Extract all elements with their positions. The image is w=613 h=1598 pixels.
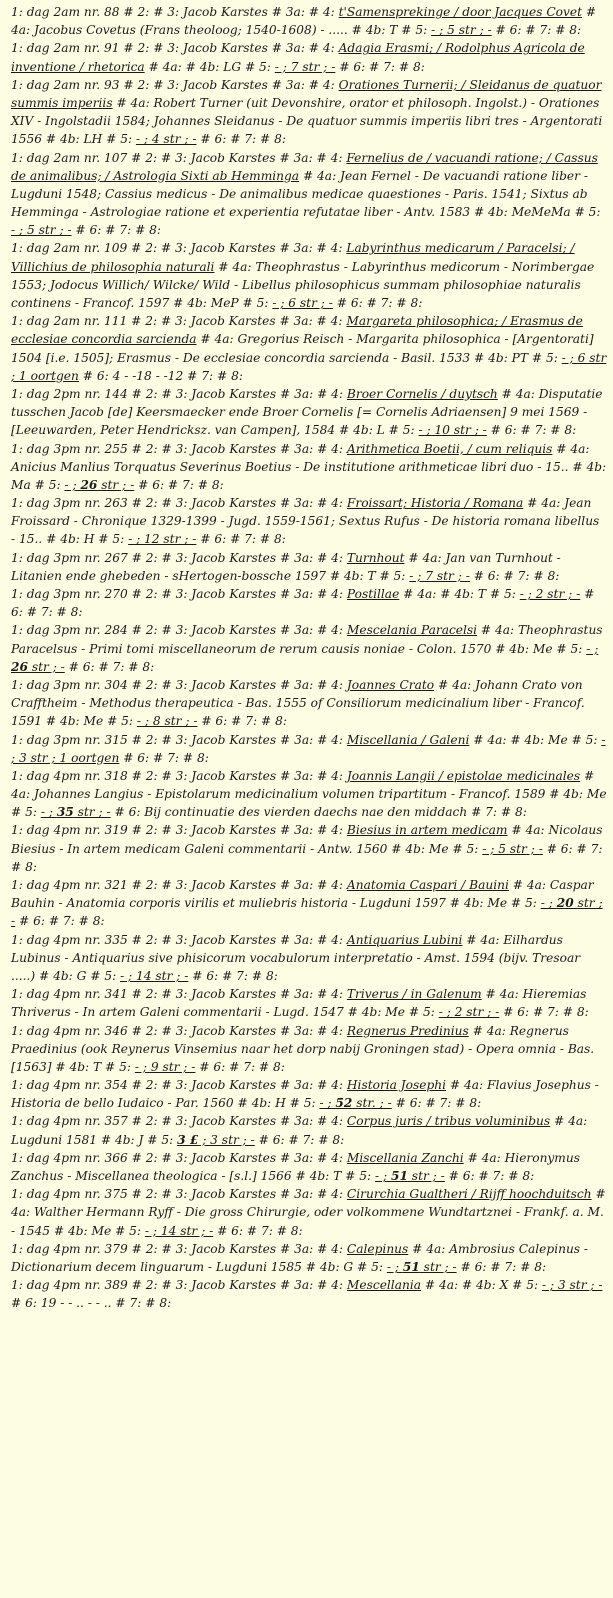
entry-head: 1: dag 3pm nr. 267 # 2: # 3: Jacob Karstes # 3a: # 4:: [11, 550, 347, 565]
entry-tail: # 6: 4 - -18 - -12 # 7: # 8:: [78, 368, 243, 383]
list-item: [11, 1022, 607, 1077]
entry-price: - ; 3 str ; 1 oortgen: [11, 732, 606, 765]
entry-price: - ;: [586, 641, 599, 656]
entry-head: 1: dag 4pm nr. 321 # 2: # 3: Jacob Karstes # 3a: # 4:: [11, 878, 347, 892]
entry-description: # 4a: Disputatie tusschen Jacob [de] Keersmaecker ende Broer Cornelis [= Cornelis Adriaensen] 9 mei 1569 - [Leeuwarden, Peter Hendricksz. van Campen], 1584 # 4b: L # 5:: [11, 386, 603, 438]
entry-title: Turnhout: [346, 550, 405, 565]
entry-price: - ;: [540, 896, 557, 911]
entry-head: 1: dag 2am nr. 88 # 2: # 3: Jacob Karstes # 3a: # 4:: [11, 5, 339, 19]
entry-tail: # 6: # 7: # 8:: [134, 477, 224, 492]
entry-tail: # 6: # 7: # 8:: [15, 914, 105, 929]
entry-head: 1: dag 4pm nr. 319 # 2: # 3: Jacob Karstes # 3a: # 4:: [11, 823, 347, 838]
entry-tail: # 6: # 7: # 8:: [64, 659, 155, 674]
entry-price: - ; 4 str ; -: [135, 132, 197, 147]
entry-title: Miscellania Zanchi: [346, 1150, 464, 1165]
entry-title: Anatomia Caspari / Bauini: [346, 878, 509, 892]
entry-tail: # 6: # 7: # 8:: [213, 1223, 303, 1238]
entry-price-bold: 52: [335, 1096, 353, 1111]
list-item: [11, 731, 607, 767]
entry-description: # 4a: Gregorius Reisch - Margarita philosophica - [Argentorati] 1504 [i.e. 1505]; Erasmus - De ecclesiae concordia sarcienda - Basil. 1533 # 4b: PT # 5:: [11, 332, 594, 365]
entry-title: Joannes Crato: [346, 677, 435, 692]
entry-head: 1: dag 2am nr. 91 # 2: # 3: Jacob Karstes # 3a: # 4:: [11, 41, 339, 56]
entry-price-rest: str ; -: [27, 659, 65, 674]
list-item: [11, 585, 607, 621]
entry-price: - ; 5 str ; -: [482, 841, 543, 856]
entry-title: Broer Cornelis / duytsch: [346, 386, 498, 401]
entry-head: 1: dag 4pm nr. 354 # 2: # 3: Jacob Karstes # 3a: # 4:: [11, 1078, 347, 1093]
entry-title: Orationes Turnerii; / Sleidanus de quatuor summis imperiis: [11, 77, 602, 110]
entry-description: # 4a: Theophrastus Paracelsus - Primi tomi miscellaneorum de rerum causis noniae - Colon. 1570 # 4b: Me # 5:: [11, 623, 603, 656]
entry-description: # 4a: # 4b: LG # 5:: [144, 59, 275, 74]
entry-tail: # 6: # 7: # 8:: [491, 23, 582, 38]
entry-description: # 4a: Nicolaus Biesius - In artem medicam Galeni commentarii - Antw. 1560 # 4b: Me # 5:: [11, 823, 603, 856]
entry-title: Adagia Erasmi; / Rodolphus Agricola de inventione / rhetorica: [11, 41, 585, 74]
entry-head: 1: dag 2am nr. 111 # 2: # 3: Jacob Karstes # 3a: # 4:: [11, 314, 347, 329]
entry-price-bold: 35: [56, 805, 74, 820]
entry-head: 1: dag 2am nr. 93 # 2: # 3: Jacob Karstes # 3a: # 4:: [11, 77, 339, 92]
entry-price-bold: 3 £: [177, 1132, 199, 1147]
entry-description: # 4a: Robert Turner (uit Devonshire, orator et philosoph. Ingolst.) - Orationes XIV - Ingolstadii 1584; Johannes Sleidanus - De quatuor summis imperiis libri tres - Argentorati 1556 # 4b: LH # 5:: [11, 95, 603, 147]
entry-price-bold: 26: [80, 477, 98, 492]
entry-title: Mescelania Paracelsi: [346, 623, 478, 638]
entry-title: Biesius in artem medicam: [346, 823, 508, 838]
entry-price: - ; 14 str ; -: [120, 968, 189, 983]
entry-price-bold: 51: [402, 1259, 420, 1274]
list-item: [11, 985, 607, 1021]
entry-price: - ; 2 str ; -: [519, 587, 581, 601]
entry-price: - ; 7 str ; -: [274, 59, 336, 74]
entry-title: Arithmetica Boetii, / cum reliquis: [346, 441, 553, 456]
entry-head: 1: dag 3pm nr. 263 # 2: # 3: Jacob Karstes # 3a: # 4:: [11, 496, 347, 511]
list-item: [11, 876, 607, 931]
entry-price-bold: 51: [390, 1169, 408, 1183]
entry-tail: # 6: # 7: # 8:: [119, 750, 209, 765]
entry-head: 1: dag 4pm nr. 341 # 2: # 3: Jacob Karstes # 3a: # 4:: [11, 987, 347, 1002]
entry-price: - ; 14 str ; -: [144, 1223, 214, 1238]
list-item: [11, 239, 607, 312]
entry-price-rest: str ; -: [407, 1169, 445, 1183]
list-item: [11, 676, 607, 731]
entry-tail: # 6: # 7: # 8:: [197, 714, 287, 729]
list-item: [11, 767, 607, 822]
entry-price-rest: ; 3 str ; -: [198, 1132, 255, 1147]
entry-price-rest: str ; -: [73, 805, 111, 820]
entry-tail: # 6: # 7: # 8:: [456, 1259, 547, 1274]
entry-title: Joannis Langii / epistolae medicinales: [346, 768, 581, 783]
entry-title: Antiquarius Lubini: [346, 932, 463, 947]
entry-price: - ;: [64, 477, 81, 492]
list-item: [11, 1185, 607, 1240]
entry-head: 1: dag 2am nr. 107 # 2: # 3: Jacob Karstes # 3a: # 4:: [11, 150, 347, 165]
entry-description: # 4a: Jan van Turnhout - Litanien ende ghebeden - sHertogen-bossche 1597 # 4b: T # 5:: [11, 550, 561, 583]
list-item: [11, 1240, 607, 1276]
entry-head: 1: dag 3pm nr. 304 # 2: # 3: Jacob Karstes # 3a: # 4:: [11, 677, 347, 692]
list-item: [11, 76, 607, 149]
entry-price: - ; 10 str ; -: [418, 423, 487, 438]
list-item: [11, 39, 607, 75]
entry-head: 1: dag 3pm nr. 284 # 2: # 3: Jacob Karstes # 3a: # 4:: [11, 623, 347, 638]
entry-tail: # 6: # 7: # 8:: [71, 223, 162, 238]
entry-tail: # 6: # 7: # 8:: [335, 59, 425, 74]
list-item: [11, 1276, 607, 1312]
entry-tail: # 6: # 7: # 8:: [11, 587, 595, 620]
entry-price: - ;: [386, 1259, 403, 1274]
entry-description: # 4a: Regnerus Praedinius (ook Reynerus Vinsemius naar het dorp nabij Groningen stad) - Opera omnia - Bas. [1563] # 4b: T # 5:: [11, 1023, 595, 1074]
list-item: [11, 385, 607, 440]
entry-title: Margareta philosophica; / Erasmus de ecclesiae concordia sarcienda: [11, 314, 583, 347]
list-item: [11, 621, 607, 676]
entry-title: Historia Josephi: [346, 1078, 447, 1093]
entry-tail: # 6: # 7: # 8:: [196, 532, 286, 547]
entry-head: 1: dag 4pm nr. 357 # 2: # 3: Jacob Karstes # 3a: # 4:: [11, 1114, 347, 1129]
entry-price: - ; 12 str ; -: [128, 532, 197, 547]
entry-head: 1: dag 3pm nr. 255 # 2: # 3: Jacob Karstes # 3a: # 4:: [11, 441, 347, 456]
entry-description: # 4a: Theophrastus - Labyrinthus medicorum - Norimbergae 1553; Jodocus Willich/ Wilcke/ Wild - Libellus philosophicus summam philosophiae naturalis continens - Francof. 1597 # 4b: MeP # 5:: [11, 259, 595, 310]
entry-tail: # 6: # 7: # 8:: [254, 1132, 345, 1147]
entry-price: - ;: [319, 1096, 336, 1111]
entry-head: 1: dag 2pm nr. 144 # 2: # 3: Jacob Karstes # 3a: # 4:: [11, 386, 347, 401]
list-item: [11, 312, 607, 385]
entry-description: # 4a: # 4b: T # 5:: [399, 587, 520, 601]
entry-description: # 4a: Jacobus Covetus (Frans theoloog; 1540-1608) - ..... # 4b: T # 5:: [11, 5, 597, 38]
entry-price: - ; 7 str ; -: [409, 568, 470, 583]
list-item: [11, 149, 607, 240]
entry-description: # 4a: Jean Fernel - De vacuandi ratione liber - Lugduni 1548; Cassius medicus - De animalibus medicae quaestiones - Paris. 1541; Sixtus ab Hemminga - Astrologiae ratione et experientia refutatae liber - Antv. 1583 # 4b: MeMeMa # 5:: [11, 168, 601, 220]
entry-price: - ; 5 str ; -: [11, 223, 72, 238]
list-item: [11, 931, 607, 986]
entry-price: - ; 6 str ; 1 oortgen: [11, 350, 607, 383]
entry-head: 1: dag 2am nr. 109 # 2: # 3: Jacob Karstes # 3a: # 4:: [11, 241, 347, 256]
entry-head: 1: dag 4pm nr. 366 # 2: # 3: Jacob Karstes # 3a: # 4:: [11, 1150, 347, 1165]
entry-title: Labyrinthus medicarum / Paracelsi; / Villichius de philosophia naturali: [11, 241, 575, 274]
entry-price-rest: str ; -: [11, 896, 603, 929]
entry-head: 1: dag 4pm nr. 335 # 2: # 3: Jacob Karstes # 3a: # 4:: [11, 932, 347, 947]
entry-price-bold: 26: [11, 659, 28, 674]
entry-description: # 4a: Anicius Manlius Torquatus Severinus Boetius - De institutione arithmeticae libri duo - 15.. # 4b: Ma # 5:: [11, 441, 607, 492]
entry-tail: # 6: 19 - - .. - - .. # 7: # 8:: [11, 1296, 172, 1311]
list-item: [11, 1112, 607, 1148]
list-item: [11, 1076, 607, 1112]
entry-title: Corpus juris / tribus voluminibus: [346, 1114, 551, 1129]
entry-title: Mescellania: [346, 1278, 421, 1293]
entry-description: # 4a: Jean Froissard - Chronique 1329-1399 - Jugd. 1559-1561; Sextus Rufus - De historia romana libellus - 15.. # 4b: H # 5:: [11, 496, 600, 547]
list-item: [11, 3, 607, 39]
entry-head: 1: dag 3pm nr. 315 # 2: # 3: Jacob Karstes # 3a: # 4:: [11, 732, 347, 747]
entry-description: # 4a: Walther Hermann Ryff - Die gross Chirurgie, oder volkommene Wundtartznei - Frankf. a. M. - 1545 # 4b: Me # 5:: [11, 1187, 606, 1238]
entry-price: - ;: [374, 1169, 391, 1183]
entry-head: 1: dag 4pm nr. 375 # 2: # 3: Jacob Karstes # 3a: # 4:: [11, 1187, 347, 1202]
entry-title: Regnerus Predinius: [346, 1023, 469, 1038]
entry-description: # 4a: # 4b: X # 5:: [420, 1278, 542, 1293]
entry-head: 1: dag 4pm nr. 318 # 2: # 3: Jacob Karstes # 3a: # 4:: [11, 768, 347, 783]
entry-price-bold: 20: [556, 896, 574, 911]
list-item: [11, 821, 607, 876]
entry-price: - ; 8 str ; -: [136, 714, 198, 729]
entry-head: 1: dag 3pm nr. 270 # 2: # 3: Jacob Karstes # 3a: # 4:: [11, 587, 347, 601]
entry-description: # 4a: Flavius Josephus - Historia de bello Iudaico - Par. 1560 # 4b: H # 5:: [11, 1078, 599, 1111]
entry-tail: # 6: # 7: # 8:: [486, 423, 577, 438]
entry-tail: # 6: # 7: # 8:: [469, 568, 560, 583]
entry-price: - ; 6 str ; -: [272, 296, 333, 310]
entry-title: Cirurchia Gualtheri / Rijff hoochduitsch: [346, 1187, 592, 1202]
entry-price: - ; 3 str ; -: [541, 1278, 603, 1293]
entry-title: t'Samensprekinge / door Jacques Covet: [338, 5, 583, 19]
entry-tail: # 6: # 7: # 8:: [391, 1096, 482, 1111]
entry-description: # 4a: Caspar Bauhin - Anatomia corporis virilis et muliebris historia - Lugduni 1597 # 4b: Me # 5:: [11, 878, 594, 911]
entry-price: - ; 9 str ; -: [134, 1059, 196, 1074]
entry-description: # 4a: Hieronymus Zanchus - Miscellanea theologica - [s.l.] 1566 # 4b: T # 5:: [11, 1150, 580, 1183]
entry-title: Postillae: [346, 587, 400, 601]
entry-tail: # 6: # 7: # 8:: [332, 296, 423, 310]
entry-tail: # 6: # 7: # 8:: [444, 1169, 535, 1183]
entry-title: Fernelius de / vacuandi ratione; / Cassus de animalibus; / Astrologia Sixti ab Hemminga: [11, 150, 598, 183]
entry-price-rest: str. ; -: [352, 1096, 392, 1111]
entry-price-rest: str ; -: [97, 477, 135, 492]
entry-tail: # 6: Bij continuatie des vierden daechs nae den middach # 7: # 8:: [110, 805, 527, 820]
list-item: [11, 440, 607, 495]
entry-title: Froissart; Historia / Romana: [346, 496, 524, 511]
entry-description: # 4a: Ambrosius Calepinus - Dictionarium decem linguarum - Lugduni 1585 # 4b: G # 5:: [11, 1241, 589, 1274]
entry-price: - ; 2 str ; -: [438, 1005, 500, 1020]
entry-tail: # 6: # 7: # 8:: [499, 1005, 589, 1020]
entry-head: 1: dag 4pm nr. 389 # 2: # 3: Jacob Karstes # 3a: # 4:: [11, 1278, 347, 1293]
list-item: [11, 1149, 607, 1185]
entry-description: # 4a: Johannes Langius - Epistolarum medicinalium volumen tripartitum - Francof. 1589 # 4b: Me # 5:: [11, 768, 607, 820]
entry-title: Calepinus: [346, 1241, 409, 1256]
entry-tail: # 6: # 7: # 8:: [195, 1059, 285, 1074]
entry-description: # 4a: Eilhardus Lubinus - Antiquarius sive phisicorum vocabulorum interpretatio - Amst. 1594 (bijv. Tresoar .....) # 4b: G # 5:: [11, 932, 581, 983]
entry-head: 1: dag 4pm nr. 346 # 2: # 3: Jacob Karstes # 3a: # 4:: [11, 1023, 347, 1038]
entry-description: # 4a: Lugduni 1581 # 4b: J # 5:: [11, 1114, 588, 1147]
entry-price: - ; 5 str ; -: [431, 23, 492, 38]
entry-description: # 4a: Johann Crato von Crafftheim - Methodus therapeutica - Bas. 1555 of Consiliorum medicinalium liber - Francof. 1591 # 4b: Me # 5:: [11, 677, 585, 729]
entry-tail: # 6: # 7: # 8:: [11, 841, 603, 874]
entry-description: # 4a: # 4b: Me # 5:: [469, 732, 602, 747]
entry-tail: # 6: # 7: # 8:: [196, 132, 286, 147]
entry-price: - ;: [40, 805, 57, 820]
entry-tail: # 6: # 7: # 8:: [188, 968, 278, 983]
entry-description: # 4a: Hieremias Thriverus - In artem Galeni commentarii - Lugd. 1547 # 4b: Me # 5:: [11, 987, 587, 1020]
list-item: [11, 549, 607, 585]
list-item: [11, 494, 607, 549]
entry-title: Miscellania / Galeni: [346, 732, 470, 747]
entry-title: Triverus / in Galenum: [346, 987, 482, 1002]
entry-price-rest: str ; -: [419, 1259, 457, 1274]
entry-head: 1: dag 4pm nr. 379 # 2: # 3: Jacob Karstes # 3a: # 4:: [11, 1241, 347, 1256]
